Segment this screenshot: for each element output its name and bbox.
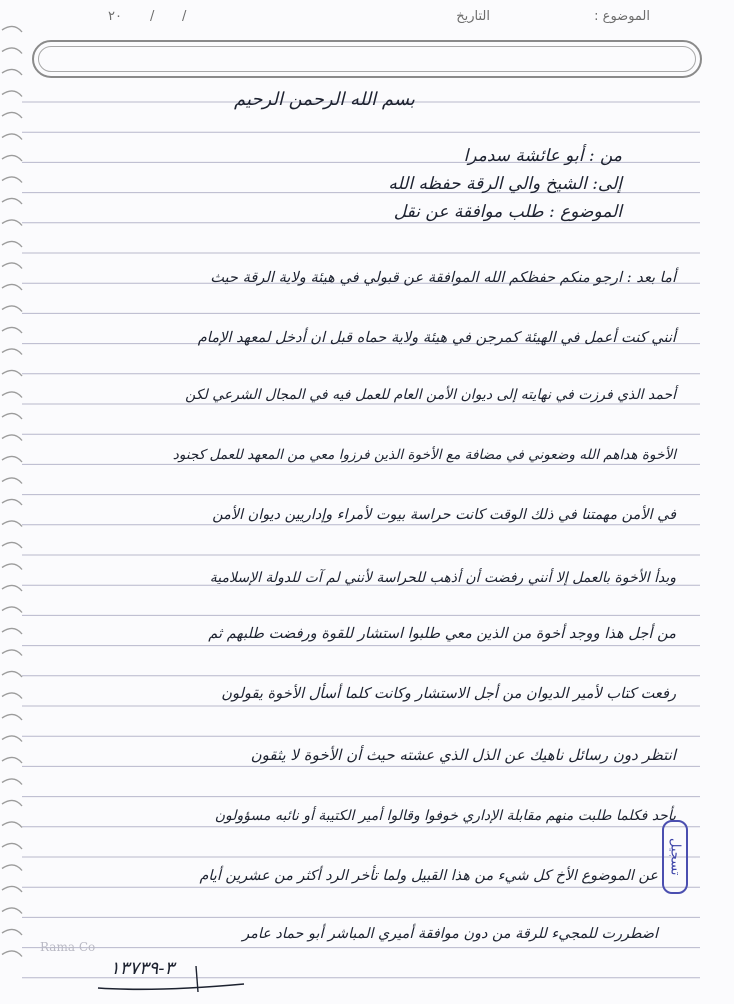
binding-ring bbox=[2, 112, 22, 118]
binding-ring bbox=[2, 413, 22, 419]
binding-ring bbox=[2, 91, 22, 97]
body-line: الأخوة هداهم الله وضعوني في مضافة مع الأخوة الذين فرزوا معي من المعهد للعمل كجنود bbox=[172, 447, 676, 463]
binding-ring bbox=[2, 306, 22, 312]
binding-ring bbox=[2, 48, 22, 54]
letter-to: إلى: الشيخ والي الرقة حفظه الله bbox=[388, 174, 622, 194]
binding-ring bbox=[2, 929, 22, 935]
binding-ring bbox=[2, 908, 22, 914]
date-year: ٢٠ bbox=[108, 9, 122, 24]
letter-from: من : أبو عائشة سدمرا bbox=[463, 146, 622, 166]
reference-number: ٣-١٣٧٣٩ bbox=[110, 958, 175, 979]
body-line: أحمد الذي فرزت في نهايته إلى ديوان الأمن العام للعمل فيه في المجال الشرعي لكن bbox=[185, 387, 676, 403]
binding-ring bbox=[2, 263, 22, 269]
binding-ring bbox=[2, 177, 22, 183]
date-separator: / bbox=[150, 9, 155, 24]
binding-ring bbox=[2, 478, 22, 484]
notebook-brand: Rama Co bbox=[40, 940, 96, 954]
binding-ring bbox=[2, 134, 22, 140]
body-line: في الأمن مهمتنا في ذلك الوقت كانت حراسة بيوت لأمراء وإداريين ديوان الأمن bbox=[212, 507, 676, 523]
binding-ring bbox=[2, 886, 22, 892]
binding-ring bbox=[2, 456, 22, 462]
binding-ring bbox=[2, 499, 22, 505]
reference-underline bbox=[96, 964, 246, 994]
body-line: رفعت كتاب لأمير الديوان من أجل الاستشار وكانت كلما أسأل الأخوة يقولون bbox=[221, 685, 676, 702]
binding-ring bbox=[2, 757, 22, 763]
letter-subject: الموضوع : طلب موافقة عن نقل bbox=[393, 202, 622, 222]
body-line: وبدأ الأخوة بالعمل إلا أنني رفضت أن أذهب للحراسة لأنني لم آت للدولة الإسلامية bbox=[209, 570, 676, 586]
binding-ring bbox=[2, 714, 22, 720]
body-line: انتظر دون رسائل ناهيك عن الذل الذي عشته حيث أن الأخوة لا يثقون bbox=[250, 746, 676, 764]
body-line: بأحد فكلما طلبت منهم مقابلة الإداري خوفوا وقالوا أمير الكتيبة أو نائبه مسؤولون bbox=[214, 808, 676, 824]
binding-ring bbox=[2, 370, 22, 376]
binding-ring bbox=[2, 542, 22, 548]
body-line: اضطررت للمجيء للرقة من دون موافقة أميري المباشر أبو حماد عامر bbox=[242, 926, 658, 942]
binding-ring bbox=[2, 671, 22, 677]
binding-ring bbox=[2, 521, 22, 527]
subject-label: الموضوع : bbox=[594, 9, 650, 24]
binding-ring bbox=[2, 69, 22, 75]
binding-ring bbox=[2, 585, 22, 591]
binding-ring bbox=[2, 241, 22, 247]
body-line: أنني كنت أعمل في الهيئة كمرجن في هيئة ولاية حماه قبل ان أدخل لمعهد الإمام bbox=[197, 329, 676, 346]
binding-ring bbox=[2, 435, 22, 441]
binding-ring bbox=[2, 564, 22, 570]
registration-stamp: تسجيل bbox=[662, 820, 688, 894]
binding-ring bbox=[2, 327, 22, 333]
binding-ring bbox=[2, 155, 22, 161]
binding-ring bbox=[2, 284, 22, 290]
body-line: أما بعد : ارجو منكم حفظكم الله الموافقة عن قبولي في هيئة ولاية الرقة حيث bbox=[210, 269, 676, 286]
binding-ring bbox=[2, 650, 22, 656]
binding-ring bbox=[2, 736, 22, 742]
binding-ring bbox=[2, 607, 22, 613]
binding-ring bbox=[2, 843, 22, 849]
body-line: من أجل هذا ووجد أخوة من الذين معي طلبوا استشار للقوة ورفضت طلبهم ثم bbox=[208, 625, 676, 642]
binding-ring bbox=[2, 822, 22, 828]
binding-ring bbox=[2, 628, 22, 634]
binding-ring bbox=[2, 220, 22, 226]
binding-ring bbox=[2, 865, 22, 871]
binding-ring bbox=[2, 392, 22, 398]
basmala: بسم الله الرحمن الرحيم bbox=[234, 89, 415, 110]
binding-ring bbox=[2, 693, 22, 699]
binding-ring bbox=[2, 26, 22, 32]
binding-ring bbox=[2, 198, 22, 204]
spiral-binding bbox=[0, 20, 26, 980]
header-box bbox=[32, 40, 702, 78]
binding-ring bbox=[2, 349, 22, 355]
body-line: عن الموضوع الأخ كل شيء من هذا القبيل ولما تأخر الرد أكثر من عشرين أيام bbox=[199, 868, 658, 884]
date-separator: / bbox=[182, 9, 187, 24]
date-label: التاريخ bbox=[456, 9, 490, 24]
binding-ring bbox=[2, 951, 22, 957]
binding-ring bbox=[2, 800, 22, 806]
binding-ring bbox=[2, 779, 22, 785]
